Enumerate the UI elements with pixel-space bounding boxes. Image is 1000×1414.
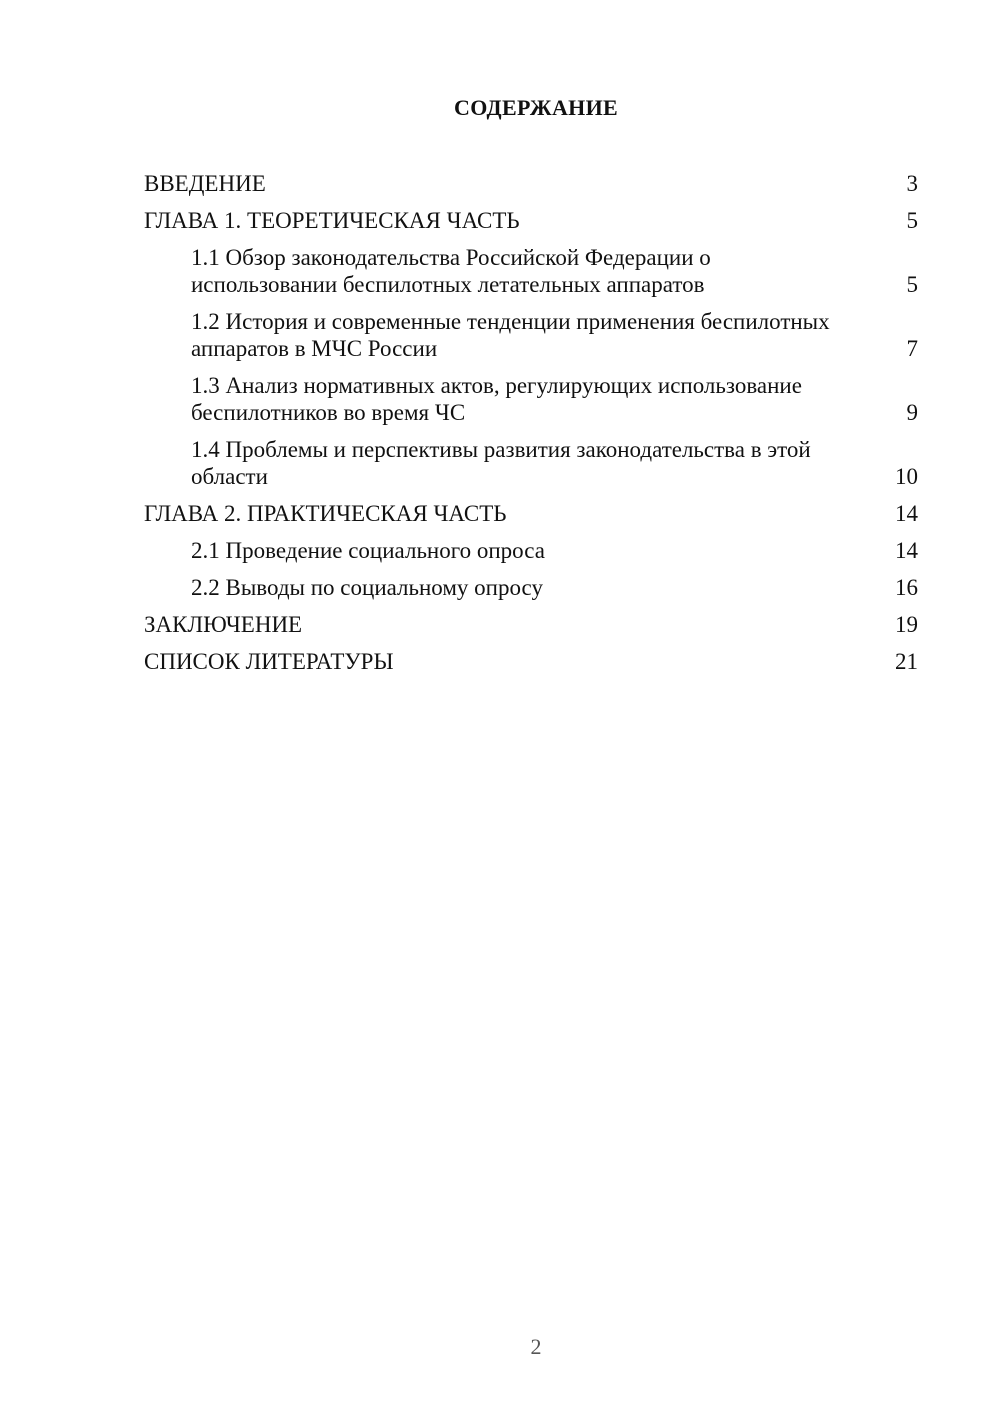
toc-item-introduction[interactable] bbox=[144, 170, 918, 197]
toc-item-section-1-3[interactable] bbox=[144, 372, 918, 426]
toc-item-chapter-1[interactable] bbox=[144, 207, 918, 234]
toc-item-page: 21 bbox=[895, 649, 918, 674]
toc-item-page: 14 bbox=[895, 538, 918, 563]
toc-item-label: ГЛАВА 2. ПРАКТИЧЕСКАЯ ЧАСТЬ bbox=[144, 501, 507, 526]
toc-item-label: 1.3 Анализ нормативных актов, регулирующих использование беспилотников во время ЧС bbox=[191, 373, 802, 425]
toc-item-page: 5 bbox=[906, 272, 918, 297]
toc-item-page: 16 bbox=[895, 575, 918, 600]
toc-item-page: 3 bbox=[906, 171, 918, 196]
toc-item-label: 1.4 Проблемы и перспективы развития законодательства в этой области bbox=[191, 437, 811, 489]
toc-item-label: СПИСОК ЛИТЕРАТУРЫ bbox=[144, 649, 394, 674]
toc-item-chapter-2[interactable] bbox=[144, 500, 918, 527]
page-number: 2 bbox=[530, 1334, 542, 1359]
toc-item-bibliography[interactable] bbox=[144, 648, 918, 675]
toc-item-label: 2.1 Проведение социального опроса bbox=[191, 538, 545, 563]
toc-item-label: ГЛАВА 1. ТЕОРЕТИЧЕСКАЯ ЧАСТЬ bbox=[144, 208, 520, 233]
toc-item-section-1-2[interactable] bbox=[144, 308, 918, 362]
toc-item-page: 5 bbox=[906, 208, 918, 233]
toc-item-section-2-1[interactable] bbox=[144, 537, 918, 564]
toc-item-label: 1.1 Обзор законодательства Российской Федерации о использовании беспилотных летательных аппаратов bbox=[191, 245, 711, 297]
toc-item-label: 1.2 История и современные тенденции применения беспилотных аппаратов в МЧС России bbox=[191, 309, 830, 361]
toc-item-section-2-2[interactable] bbox=[144, 574, 918, 601]
toc-item-conclusion[interactable] bbox=[144, 611, 918, 638]
toc-item-label: ВВЕДЕНИЕ bbox=[144, 171, 266, 196]
toc-item-page: 14 bbox=[895, 501, 918, 526]
toc-item-page: 7 bbox=[906, 336, 918, 361]
toc-item-section-1-4[interactable] bbox=[144, 436, 918, 490]
page-title: СОДЕРЖАНИЕ bbox=[454, 95, 618, 120]
toc-item-page: 10 bbox=[895, 464, 918, 489]
table-of-contents bbox=[144, 170, 918, 685]
toc-item-label: ЗАКЛЮЧЕНИЕ bbox=[144, 612, 303, 637]
toc-item-page: 19 bbox=[895, 612, 918, 637]
toc-item-section-1-1[interactable] bbox=[144, 244, 918, 298]
toc-item-page: 9 bbox=[906, 400, 918, 425]
toc-item-label: 2.2 Выводы по социальному опросу bbox=[191, 575, 543, 600]
